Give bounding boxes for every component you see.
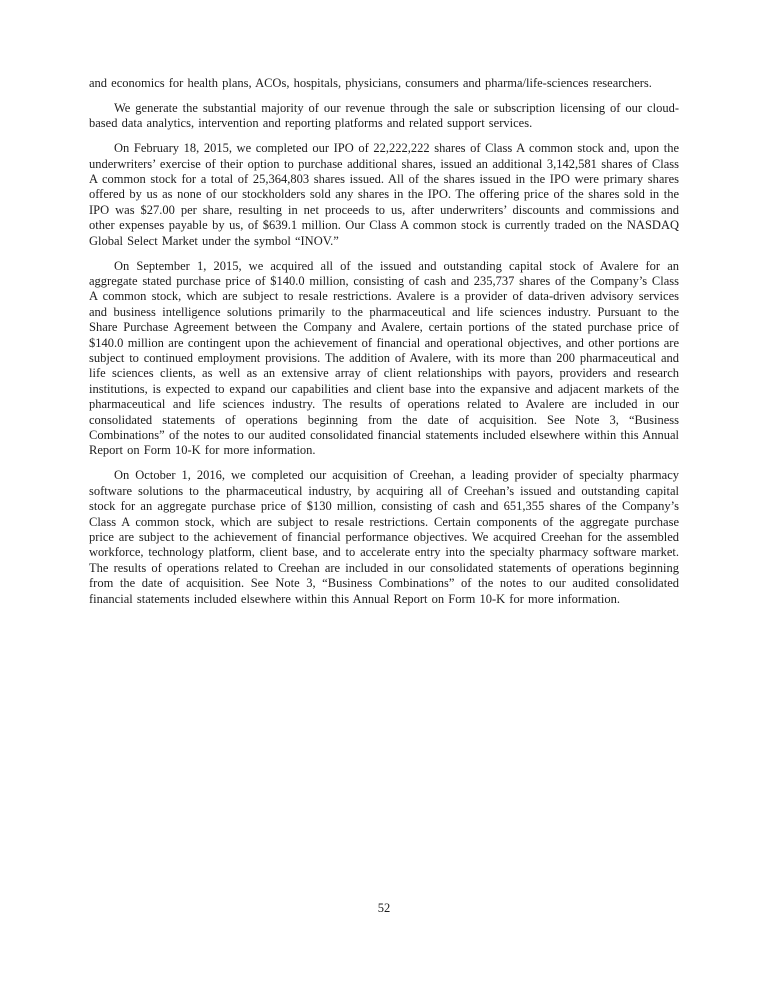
page-body-text: [89, 76, 679, 617]
paragraph-revenue-overview: We generate the substantial majority of our revenue through the sale or subscription licensing of our cloud-based data analytics, intervention and reporting platforms and related support services.: [89, 100, 679, 131]
page-number: 52: [377, 901, 391, 915]
paragraph-avalere-acquisition: On September 1, 2015, we acquired all of the issued and outstanding capital stock of Avalere for an aggregate stated purchase price of $140.0 million, consisting of cash and 235,737 shares of the Company’s Class A common stock, which are subject to resale restrictions. Avalere is a provider of data-driven advisory services and business intelligence solutions primarily to the pharmaceutical and life sciences industry. Pursuant to the Share Purchase Agreement between the Company and Avalere, certain portions of the stated purchase price of $140.0 million are contingent upon the achievement of financial and operational objectives, and other portions are subject to continued employment provisions. The addition of Avalere, with its more than 200 pharmaceutical and life sciences clients, as well as an extensive array of client relationships with payors, providers and research institutions, is expected to expand our capabilities and client base into the expansive and adjacent markets of the pharmaceutical and life sciences industry. The results of operations related to Avalere are included in our consolidated statements of operations beginning from the date of acquisition. See Note 3, “Business Combinations” of the notes to our audited consolidated financial statements included elsewhere within this Annual Report on Form 10-K for more information.: [89, 258, 679, 458]
paragraph-ipo: On February 18, 2015, we completed our IPO of 22,222,222 shares of Class A common stock and, upon the underwriters’ exercise of their option to purchase additional shares, issued an additional 3,142,581 shares of Class A common stock for a total of 25,364,803 shares issued. All of the shares issued in the IPO were primary shares offered by us as none of our stockholders sold any shares in the IPO. The offering price of the shares sold in the IPO was $27.00 per share, resulting in net proceeds to us, after underwriters’ discounts and commissions and other expenses payable by us, of $639.1 million. Our Class A common stock is currently traded on the NASDAQ Global Select Market under the symbol “INOV.”: [89, 141, 679, 248]
paragraph-continuation: and economics for health plans, ACOs, hospitals, physicians, consumers and pharma/life-sciences researchers.: [89, 76, 652, 90]
paragraph-creehan-acquisition: On October 1, 2016, we completed our acquisition of Creehan, a leading provider of specialty pharmacy software solutions to the pharmaceutical industry, by acquiring all of Creehan’s issued and outstanding capital stock for an aggregate purchase price of $130 million, consisting of cash and 651,355 shares of the Company’s Class A common stock, which are subject to resale restrictions. Certain components of the aggregate purchase price are subject to the achievement of financial performance objectives. We acquired Creehan for the assembled workforce, technology platform, client base, and to accelerate entry into the specialty pharmacy software market. The results of operations related to Creehan are included in our consolidated statements of operations beginning from the date of acquisition. See Note 3, “Business Combinations” of the notes to our audited consolidated financial statements included elsewhere within this Annual Report on Form 10-K for more information.: [89, 468, 679, 606]
